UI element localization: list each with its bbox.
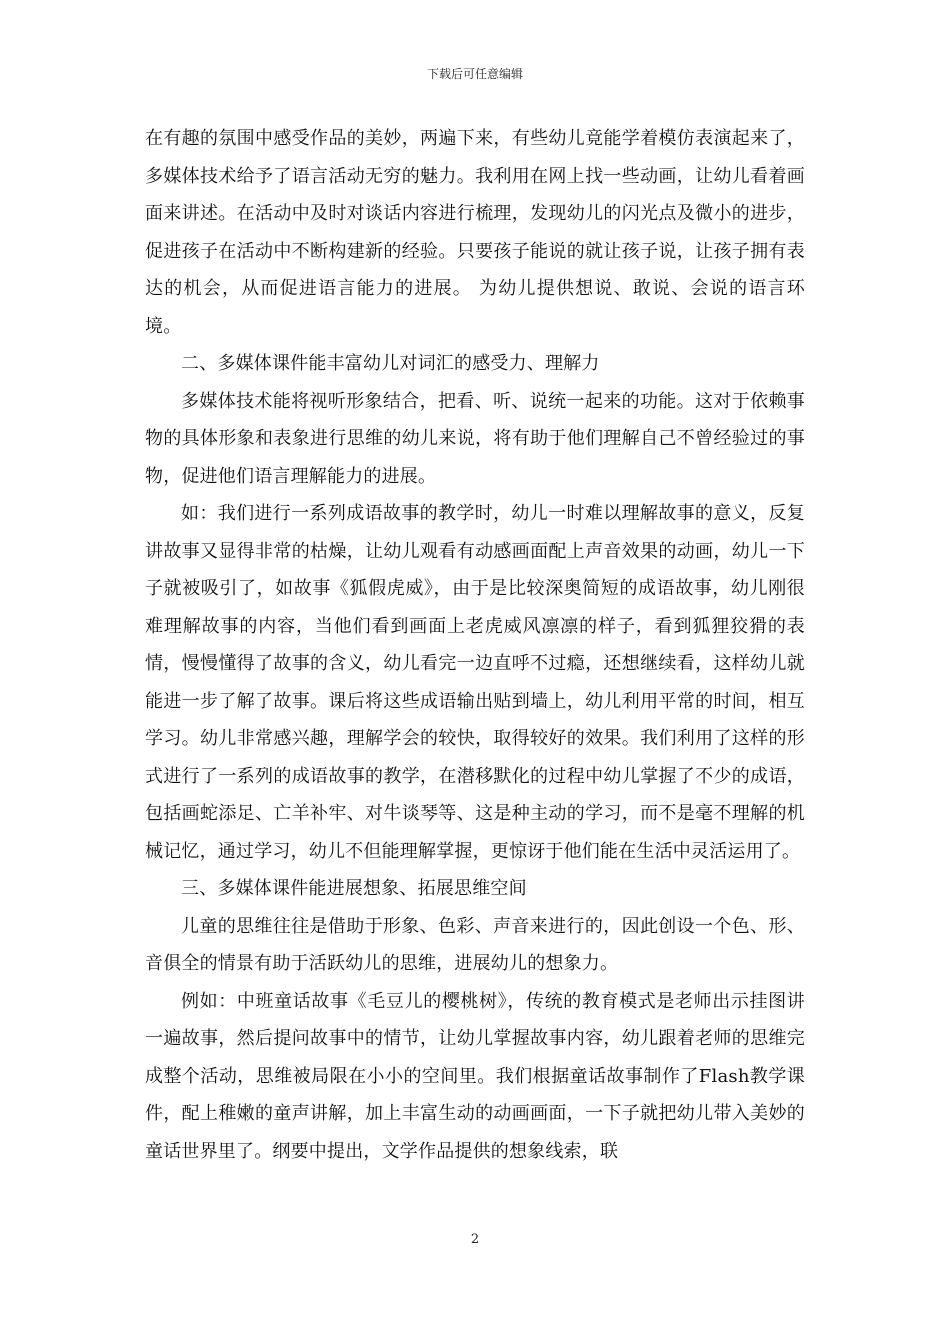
document-body (145, 120, 805, 1170)
paragraph: 儿童的思维往往是借助于形象、色彩、声音来进行的，因此创设一个色、形、音俱全的情景有助于活跃幼儿的思维，进展幼儿的想象力。 (145, 915, 805, 974)
section-heading-2: 二、多媒体课件能丰富幼儿对词汇的感受力、理解力 (181, 353, 600, 374)
page-header: 下载后可任意编辑 (426, 67, 523, 81)
page-number: 2 (470, 1232, 480, 1247)
paragraph: 例如：中班童话故事《毛豆儿的樱桃树》，传统的教育模式是老师出示挂图讲一遍故事，然后提问故事中的情节，让幼儿掌握故事内容，幼儿跟着老师的思维完成整个活动，思维被局限在小小的空间里。我们根据童话故事制作了Flash教学课件，配上稚嫩的童声讲解，加上丰富生动的动画画面，一下子就把幼儿带入美妙的童话世界里了。纲要中提出，文学作品提供的想象线索，联 (145, 990, 805, 1162)
paragraph: 多媒体技术能将视听形象结合，把看、听、说统一起来的功能。这对于依赖事物的具体形象和表象进行思维的幼儿来说，将有助于他们理解自己不曾经验过的事物，促进他们语言理解能力的进展。 (145, 390, 805, 487)
paragraph: 如：我们进行一系列成语故事的教学时，幼儿一时难以理解故事的意义，反复讲故事又显得非常的枯燥，让幼儿观看有动感画面配上声音效果的动画，幼儿一下子就被吸引了，如故事《狐假虎威》，由于是比较深奥简短的成语故事，幼儿刚很难理解故事的内容，当他们看到画面上老虎威风凛凛的样子，看到狐狸狡猾的表情，慢慢懂得了故事的含义，幼儿看完一边直呼不过瘾，还想继续看，这样幼儿就能进一步了解了故事。课后将这些成语输出贴到墙上，幼儿利用平常的时间，相互学习。幼儿非常感兴趣，理解学会的较快，取得较好的效果。我们利用了这样的形式进行了一系列的成语故事的教学，在潜移默化的过程中幼儿掌握了不少的成语，包括画蛇添足、亡羊补牢、对牛谈琴等、这是种主动的学习，而不是毫不理解的机械记忆，通过学习，幼儿不但能理解掌握，更惊讶于他们能在生活中灵活运用了。 (145, 503, 805, 862)
paragraph-continuation: 在有趣的氛围中感受作品的美妙，两遍下来，有些幼儿竟能学着模仿表演起来了，多媒体技术给予了语言活动无穷的魅力。我利用在网上找一些动画，让幼儿看着画面来讲述。在活动中及时对谈话内容进行梳理，发现幼儿的闪光点及微小的进步，促进孩子在活动中不断构建新的经验。只要孩子能说的就让孩子说，让孩子拥有表达的机会，从而促进语言能力的进展。 为幼儿提供想说、敢说、会说的语言环境。 (145, 128, 805, 337)
section-heading-3: 三、多媒体课件能进展想象、拓展思维空间 (181, 878, 527, 899)
